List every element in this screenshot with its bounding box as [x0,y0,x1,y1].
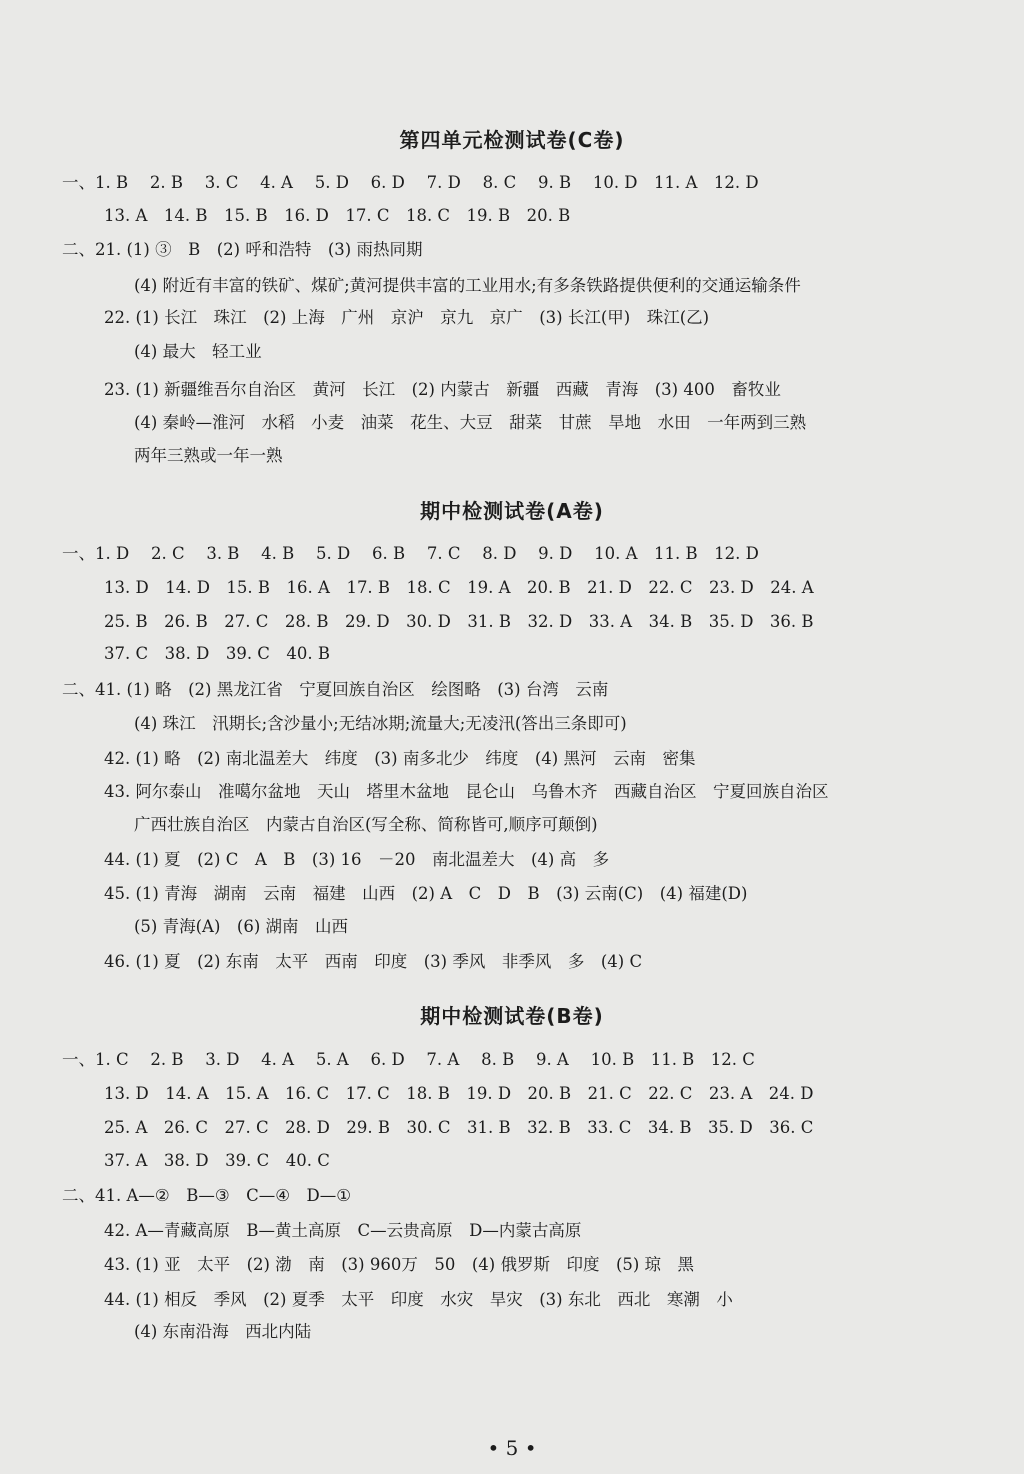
answer-line: 44. (1) 夏 (2) C A B (3) 16 －20 南北温差大 (4) 高 多 [104,850,610,869]
answer-line: 13. D 14. A 15. A 16. C 17. C 18. B 19. D 20. B 21. C 22. C 23. A 24. D [104,1084,814,1103]
answer-line: 一、1. C 2. B 3. D 4. A 5. A 6. D 7. A 8. B 9. A 10. B 11. B 12. C [62,1050,755,1069]
answer-line: 25. B 26. B 27. C 28. B 29. D 30. D 31. B 32. D 33. A 34. B 35. D 36. B [104,612,814,631]
answer-line: 43. (1) 亚 太平 (2) 渤 南 (3) 960万 50 (4) 俄罗斯 印度 (5) 琼 黑 [104,1255,695,1274]
section-title-midterm-b: 期中检测试卷(B卷) [420,1004,604,1028]
answer-line: 45. (1) 青海 湖南 云南 福建 山西 (2) A C D B (3) 云南(C) (4) 福建(D) [104,884,748,903]
answer-line: 22. (1) 长江 珠江 (2) 上海 广州 京沪 京九 京广 (3) 长江(甲) 珠江(乙) [104,308,710,327]
answer-line: (4) 秦岭—淮河 水稻 小麦 油菜 花生、大豆 甜菜 甘蔗 旱地 水田 一年两到三熟 [134,413,807,432]
answer-line: (4) 珠江 汛期长;含沙量小;无结冰期;流量大;无凌汛(答出三条即可) [134,714,627,733]
answer-line: 23. (1) 新疆维吾尔自治区 黄河 长江 (2) 内蒙古 新疆 西藏 青海 (3) 400 畜牧业 [104,380,781,399]
answer-line: (5) 青海(A) (6) 湖南 山西 [134,917,349,936]
answer-line: 37. A 38. D 39. C 40. C [104,1151,330,1170]
answer-line: 42. (1) 略 (2) 南北温差大 纬度 (3) 南多北少 纬度 (4) 黑河 云南 密集 [104,749,696,768]
answer-line: 46. (1) 夏 (2) 东南 太平 西南 印度 (3) 季风 非季风 多 (4) C [104,952,643,971]
answer-line: 42. A—青藏高原 B—黄土高原 C—云贵高原 D—内蒙古高原 [104,1221,582,1240]
section-title-unit4-c: 第四单元检测试卷(C卷) [399,128,625,152]
answer-line: 一、1. B 2. B 3. C 4. A 5. D 6. D 7. D 8. C 9. B 10. D 11. A 12. D [62,173,759,192]
answer-line: 25. A 26. C 27. C 28. D 29. B 30. C 31. B 32. B 33. C 34. B 35. D 36. C [104,1118,814,1137]
answer-line: 44. (1) 相反 季风 (2) 夏季 太平 印度 水灾 旱灾 (3) 东北 西北 寒潮 小 [104,1290,733,1309]
answer-line: (4) 东南沿海 西北内陆 [134,1322,312,1341]
answer-line: (4) 最大 轻工业 [134,342,262,361]
answer-line: 两年三熟或一年一熟 [134,446,283,465]
answer-line: 二、41. (1) 略 (2) 黑龙江省 宁夏回族自治区 绘图略 (3) 台湾 云南 [62,680,609,699]
page-number: • 5 • [487,1436,537,1460]
answer-line: 二、41. A—② B—③ C—④ D—① [62,1186,352,1205]
answer-line: 13. A 14. B 15. B 16. D 17. C 18. C 19. B 20. B [104,206,571,225]
answer-line: 37. C 38. D 39. C 40. B [104,644,331,663]
answer-line: 二、21. (1) ③ B (2) 呼和浩特 (3) 雨热同期 [62,240,423,259]
answer-line: 13. D 14. D 15. B 16. A 17. B 18. C 19. A 20. B 21. D 22. C 23. D 24. A [104,578,814,597]
section-title-midterm-a: 期中检测试卷(A卷) [420,499,604,523]
answer-line: (4) 附近有丰富的铁矿、煤矿;黄河提供丰富的工业用水;有多条铁路提供便利的交通运输条件 [134,276,801,295]
answer-line: 广西壮族自治区 内蒙古自治区(写全称、简称皆可,顺序可颠倒) [134,815,598,834]
answer-line: 43. 阿尔泰山 准噶尔盆地 天山 塔里木盆地 昆仑山 乌鲁木齐 西藏自治区 宁夏回族自治区 [104,782,829,801]
answer-line: 一、1. D 2. C 3. B 4. B 5. D 6. B 7. C 8. D 9. D 10. A 11. B 12. D [62,544,759,563]
